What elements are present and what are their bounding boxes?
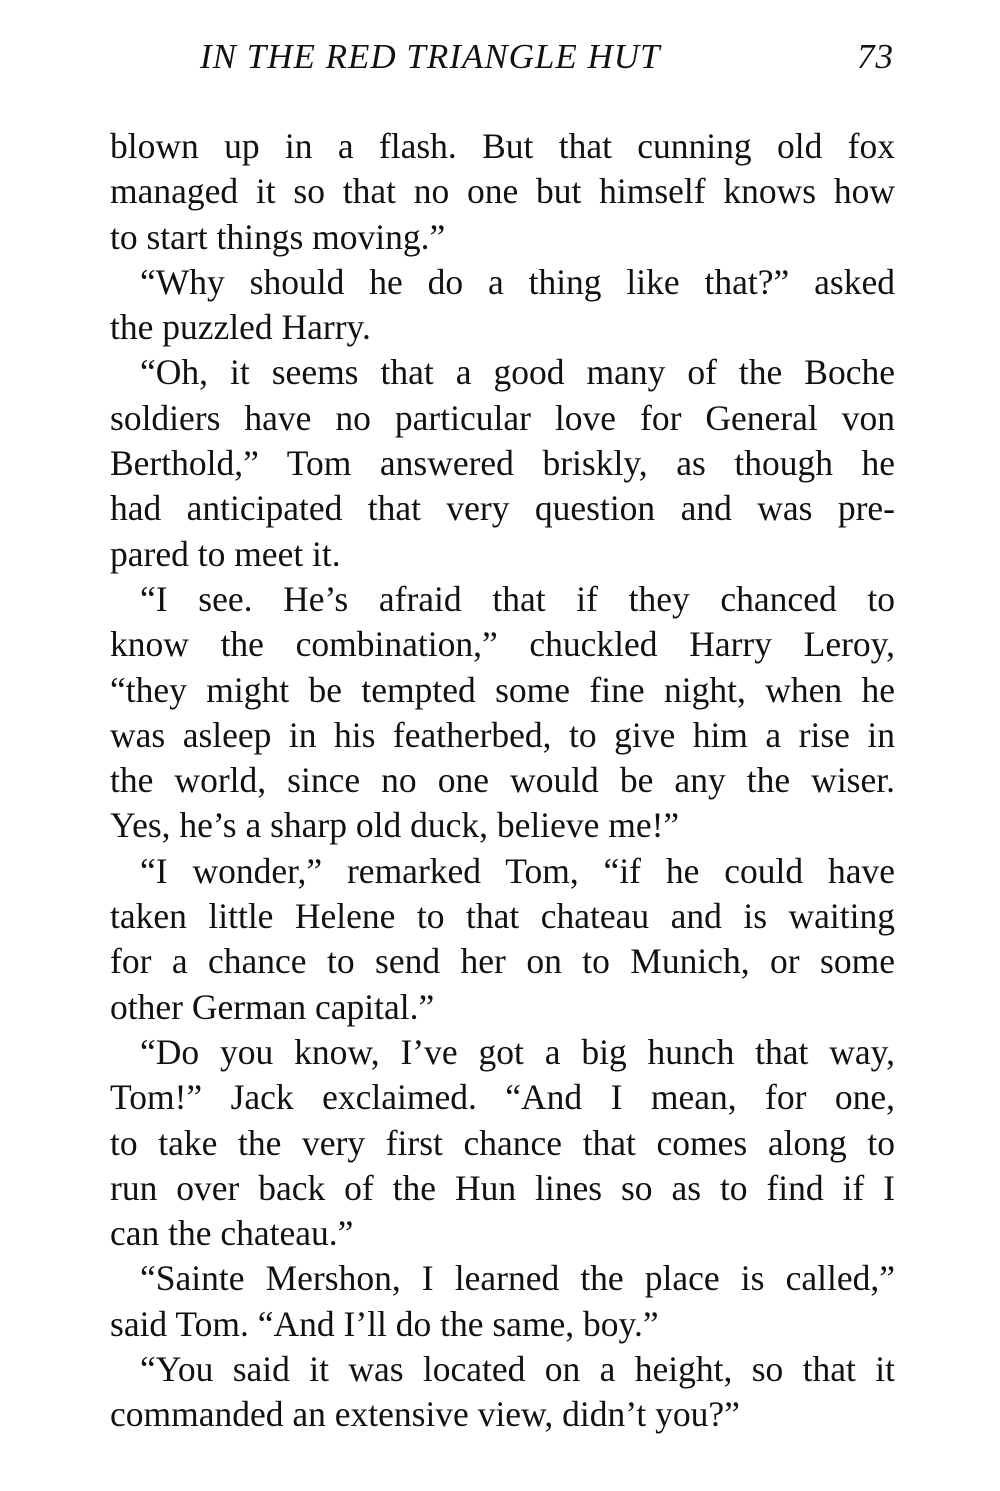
text-line: “they might be tempted some fine night, when he [110, 669, 895, 710]
body-text [110, 124, 895, 1438]
text-line: Yes, he’s a sharp old duck, believe me!” [110, 805, 680, 846]
text-line: taken little Helene to that chateau and is waiting [110, 896, 895, 937]
text-line: had anticipated that very question and was pre- [110, 488, 895, 529]
text-line: run over back of the Hun lines so as to find if I [110, 1167, 895, 1208]
text-line: the world, since no one would be any the wiser. [110, 760, 895, 801]
text-line: Tom!” Jack exclaimed. “And I mean, for one, [110, 1077, 895, 1118]
text-line: “Why should he do a thing like that?” asked [140, 261, 895, 302]
text-line: for a chance to send her on to Munich, or some [110, 941, 895, 982]
text-line: managed it so that no one but himself knows how [110, 171, 895, 212]
text-line: “Do you know, I’ve got a big hunch that way, [140, 1031, 895, 1072]
running-head [200, 34, 894, 80]
text-line: “Oh, it seems that a good many of the Boche [140, 352, 895, 393]
text-line: pared to meet it. [110, 533, 341, 574]
text-line: the puzzled Harry. [110, 307, 371, 348]
text-line: soldiers have no particular love for General von [110, 397, 895, 438]
running-title: IN THE RED TRIANGLE HUT [200, 37, 661, 76]
page-number: 73 [857, 37, 894, 76]
text-line: “You said it was located on a height, so that it [140, 1349, 895, 1390]
text-line: to take the very first chance that comes along to [110, 1122, 895, 1163]
text-line: blown up in a flash. But that cunning old fox [110, 126, 895, 166]
text-line: was asleep in his featherbed, to give him a rise in [110, 714, 895, 755]
text-line: commanded an extensive view, didn’t you?” [110, 1394, 740, 1435]
text-line: know the combination,” chuckled Harry Leroy, [110, 624, 895, 665]
text-line: Berthold,” Tom answered briskly, as though he [110, 443, 895, 484]
text-line: “Sainte Mershon, I learned the place is called,” [140, 1258, 895, 1299]
text-line: said Tom. “And I’ll do the same, boy.” [110, 1303, 659, 1344]
text-line: “I wonder,” remarked Tom, “if he could have [140, 850, 895, 891]
text-line: can the chateau.” [110, 1213, 354, 1254]
text-line: other German capital.” [110, 986, 435, 1027]
text-line: “I see. He’s afraid that if they chanced to [140, 578, 895, 619]
text-line: to start things moving.” [110, 216, 446, 257]
